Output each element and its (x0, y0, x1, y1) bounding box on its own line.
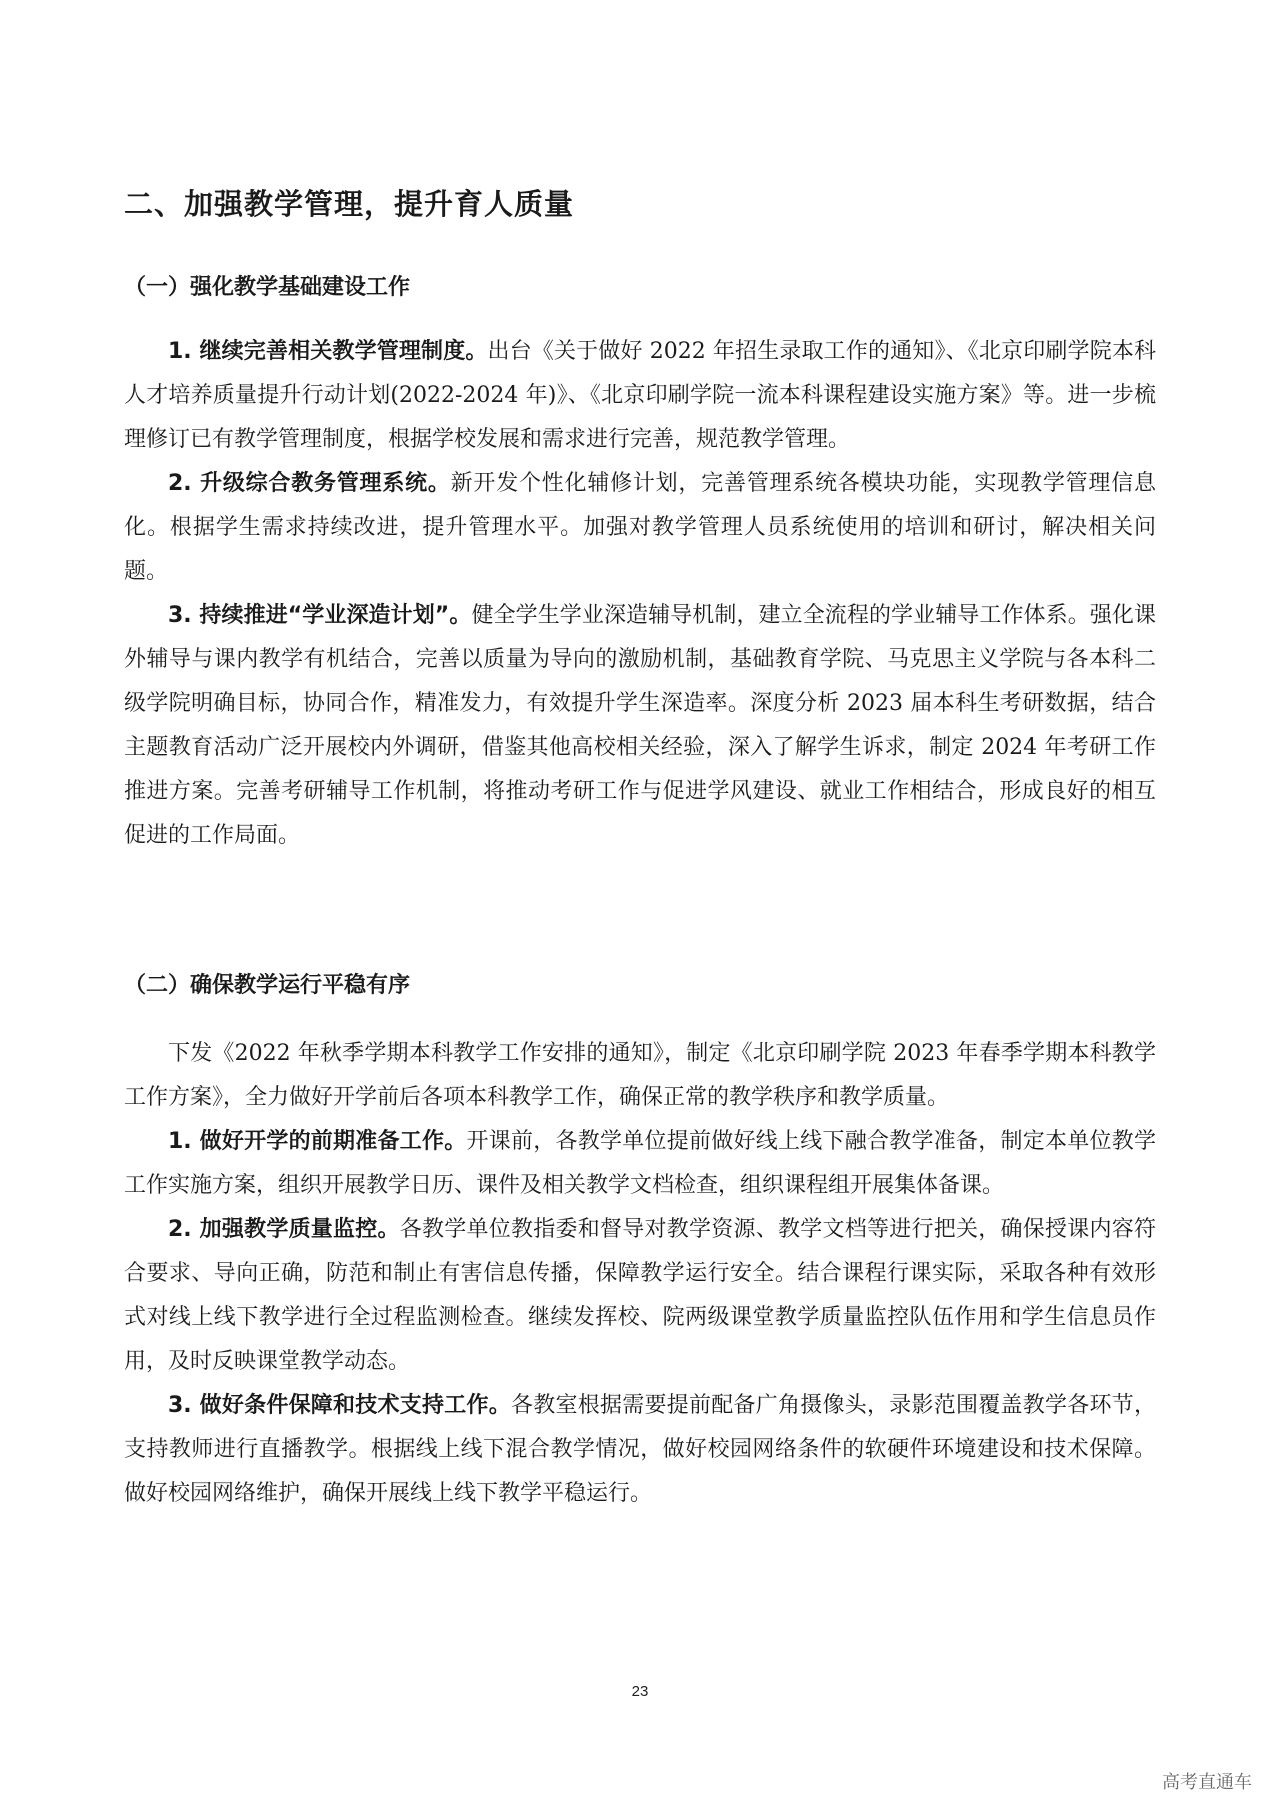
section-title: 二、加强教学管理，提升育人质量 (124, 187, 575, 221)
subsection-title-2: （二）确保教学运行平稳有序 (124, 973, 411, 998)
paragraph-text: 开课前，各教学单位提前做好线上线下融合教学准备，制定本单位教学工作实施方案，组织开展教学日历、课件及相关教学文档检查，组织课程组开展集体备课。 (124, 1129, 1156, 1198)
paragraph (124, 462, 1156, 594)
paragraph-lead: 3. 持续推进“学业深造计划”。 (168, 603, 472, 628)
subsection-1-body (124, 330, 1156, 858)
paragraph (124, 1384, 1156, 1516)
watermark-text: 高考直通车 (1162, 1772, 1252, 1793)
paragraph-lead: 1. 做好开学的前期准备工作。 (168, 1129, 467, 1154)
paragraph (124, 594, 1156, 858)
subsection-2-body (124, 1032, 1156, 1516)
subsection-title-1: （一）强化教学基础建设工作 (124, 275, 411, 300)
paragraph-text: 出台《关于做好 2022 年招生录取工作的通知》、《北京印刷学院本科人才培养质量提升行动计划(2022-2024 年)》、《北京印刷学院一流本科课程建设实施方案》等。进一步梳理修订已有教学管理制度，根据学校发展和需求进行完善，规范教学管理。 (124, 339, 1157, 452)
paragraph (124, 1120, 1156, 1208)
paragraph-text: 新开发个性化辅修计划，完善管理系统各模块功能，实现教学管理信息化。根据学生需求持续改进，提升管理水平。加强对教学管理人员系统使用的培训和研讨，解决相关问题。 (124, 471, 1156, 584)
paragraph (124, 1208, 1156, 1384)
paragraph-lead: 1. 继续完善相关教学管理制度。 (168, 339, 488, 364)
paragraph-lead: 2. 加强教学质量监控。 (168, 1217, 400, 1242)
paragraph-text: 各教室根据需要提前配备广角摄像头，录影范围覆盖教学各环节，支持教师进行直播教学。根据线上线下混合教学情况，做好校园网络条件的软硬件环境建设和技术保障。做好校园网络维护，确保开展线上线下教学平稳运行。 (124, 1393, 1156, 1506)
paragraph-intro: 下发《2022 年秋季学期本科教学工作安排的通知》，制定《北京印刷学院 2023 年春季学期本科教学工作方案》，全力做好开学前后各项本科教学工作，确保正常的教学秩序和教学质量。 (124, 1041, 1156, 1110)
paragraph (124, 330, 1156, 462)
paragraph-lead: 2. 升级综合教务管理系统。 (168, 471, 451, 496)
page-number: 23 (631, 1683, 649, 1700)
paragraph-text: 各教学单位教指委和督导对教学资源、教学文档等进行把关，确保授课内容符合要求、导向正确，防范和制止有害信息传播，保障教学运行安全。结合课程行课实际，采取各种有效形式对线上线下教学进行全过程监测检查。继续发挥校、院两级课堂教学质量监控队伍作用和学生信息员作用，及时反映课堂教学动态。 (124, 1217, 1156, 1374)
paragraph-text: 健全学生学业深造辅导机制，建立全流程的学业辅导工作体系。强化课外辅导与课内教学有机结合，完善以质量为导向的激励机制，基础教育学院、马克思主义学院与各本科二级学院明确目标，协同合作，精准发力，有效提升学生深造率。深度分析 2023 届本科生考研数据，结合主题教育活动广泛开展校内外调研，借鉴其他高校相关经验，深入了解学生诉求，制定 2024 年考研工作推进方案。完善考研辅导工作机制，将推动考研工作与促进学风建设、就业工作相结合，形成良好的相互促进的工作局面。 (124, 603, 1156, 848)
paragraph-lead: 3. 做好条件保障和技术支持工作。 (168, 1393, 512, 1418)
